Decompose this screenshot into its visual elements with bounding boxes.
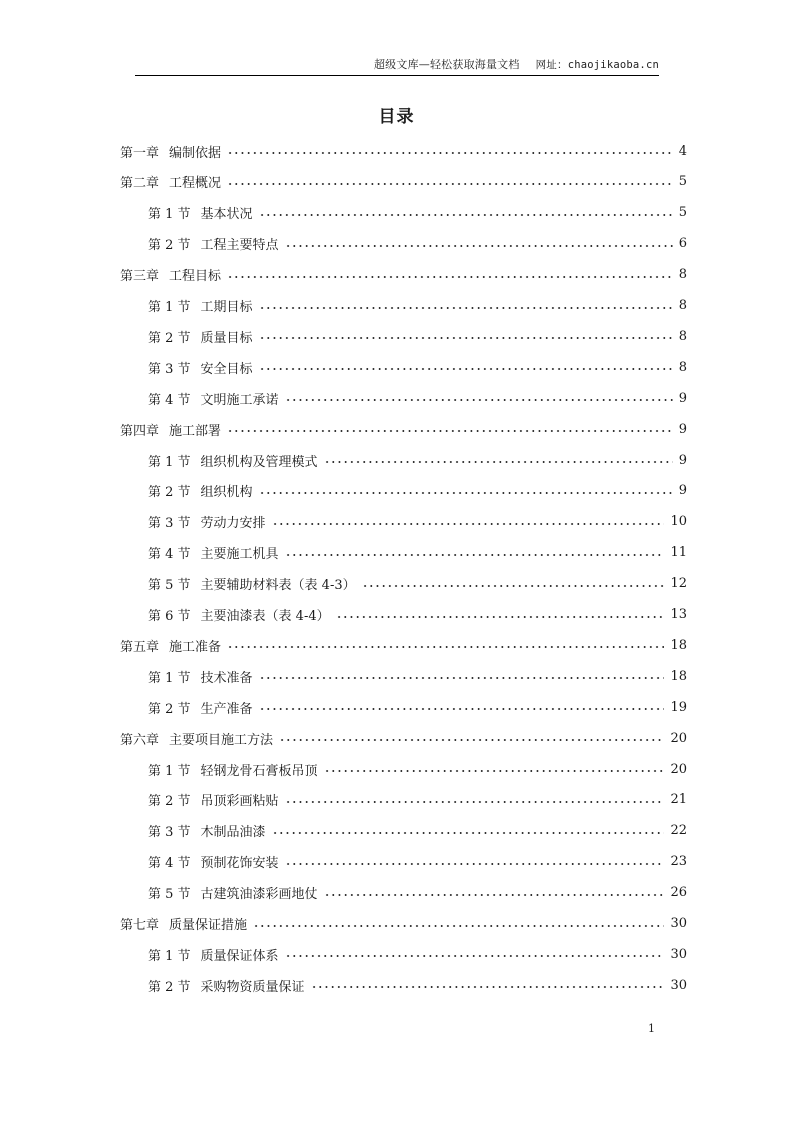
toc-dot-leader (259, 210, 673, 220)
toc-entry-page: 30 (670, 916, 687, 931)
toc-entry-title: 编制依据 (169, 145, 222, 161)
toc-entry-page: 11 (670, 545, 687, 561)
toc-entry-label (120, 914, 247, 933)
toc-entry-page: 18 (670, 668, 687, 684)
toc-entry-label (148, 852, 279, 871)
toc-section-entry[interactable] (148, 882, 687, 904)
toc-section-entry[interactable] (148, 480, 687, 502)
toc-entry-page: 10 (670, 514, 687, 530)
toc-dot-leader (324, 890, 665, 900)
toc-entry-page: 19 (670, 699, 687, 715)
toc-dot-leader (324, 457, 673, 467)
toc-entry-page: 20 (670, 730, 687, 746)
toc-entry-label (148, 945, 279, 964)
toc-entry-title: 木制品油漆 (200, 825, 266, 841)
header-rule (135, 75, 659, 76)
toc-dot-leader (259, 333, 673, 343)
toc-entry-page: 26 (670, 885, 687, 901)
toc-section-entry[interactable] (148, 820, 687, 842)
toc-dot-leader (285, 395, 673, 405)
page-title: 目录 (378, 107, 415, 127)
toc-entry-label (148, 605, 330, 624)
toc-entry-number: 第 3 节 (148, 516, 191, 532)
toc-entry-number: 第 2 节 (148, 485, 191, 501)
toc-entry-title: 技术准备 (200, 670, 253, 686)
toc-entry-page: 8 (678, 328, 687, 344)
toc-dot-leader (272, 519, 665, 529)
toc-entry-label (148, 574, 356, 593)
toc-dot-leader (285, 797, 665, 807)
toc-dot-leader (279, 735, 664, 745)
toc-entry-page: 20 (670, 761, 687, 777)
toc-dot-leader (259, 488, 673, 498)
toc-entry-label (148, 296, 253, 315)
toc-dot-leader (227, 272, 673, 282)
toc-entry-number: 第 3 节 (148, 825, 191, 841)
toc-entry-number: 第 2 节 (148, 794, 191, 810)
toc-section-entry[interactable] (148, 604, 687, 626)
toc-section-entry[interactable] (148, 758, 687, 780)
toc-section-entry[interactable] (148, 295, 687, 317)
toc-entry-title: 质量保证措施 (169, 918, 248, 933)
toc-dot-leader (285, 951, 665, 961)
toc-entry-label (148, 790, 279, 809)
toc-entry-title: 轻钢龙骨石膏板吊顶 (200, 763, 318, 779)
toc-section-entry[interactable] (148, 542, 687, 564)
toc-section-entry[interactable] (148, 511, 687, 533)
toc-section-entry[interactable] (148, 851, 687, 873)
toc-entry-label (148, 512, 266, 531)
toc-entry-title: 组织机构及管理模式 (200, 454, 318, 470)
toc-entry-title: 基本状况 (200, 207, 253, 223)
toc-entry-number: 第 4 节 (148, 856, 191, 872)
toc-dot-leader (259, 704, 665, 714)
toc-entry-title: 施工部署 (169, 423, 222, 439)
toc-chapter-entry[interactable] (120, 727, 687, 749)
toc-dot-leader (253, 921, 664, 931)
toc-entry-number: 第 1 节 (148, 763, 191, 779)
toc-chapter-entry[interactable] (120, 140, 687, 162)
toc-entry-label (148, 821, 266, 840)
toc-entry-page: 21 (670, 792, 687, 808)
toc-entry-number: 第 2 节 (148, 701, 191, 717)
toc-entry-number: 第 2 节 (148, 238, 191, 254)
toc-entry-number: 第 2 节 (148, 330, 191, 346)
toc-entry-page: 9 (678, 452, 687, 468)
toc-entry-label (120, 265, 221, 284)
toc-dot-leader (227, 426, 673, 436)
toc-entry-page: 18 (670, 637, 687, 653)
toc-entry-title: 生产准备 (200, 701, 253, 717)
toc-entry-number: 第 5 节 (148, 887, 191, 903)
toc-entry-label (120, 172, 221, 191)
toc-chapter-entry[interactable] (120, 913, 687, 935)
toc-section-entry[interactable] (148, 573, 687, 595)
toc-dot-leader (285, 550, 665, 560)
toc-entry-number: 第六章 (120, 732, 160, 748)
toc-entry-title: 质量目标 (200, 330, 253, 346)
header-site-url: 网址：chaojikaoba.cn (535, 59, 659, 71)
toc-entry-label (148, 451, 318, 470)
toc-entry-number: 第 1 节 (148, 670, 191, 686)
toc-entry-number: 第 4 节 (148, 547, 191, 563)
toc-chapter-entry[interactable] (120, 634, 687, 656)
toc-entry-page: 22 (670, 823, 687, 839)
toc-entry-label (148, 358, 253, 377)
toc-entry-page: 6 (678, 236, 687, 252)
toc-entry-title: 工期目标 (200, 300, 253, 315)
toc-entry-label (120, 142, 221, 161)
toc-chapter-entry[interactable] (120, 171, 687, 193)
toc-entry-title: 组织机构 (200, 485, 253, 501)
toc-entry-page: 13 (670, 607, 687, 622)
toc-entry-label (148, 976, 305, 995)
toc-entry-number: 第 1 节 (148, 207, 191, 223)
toc-entry-page: 23 (670, 854, 687, 870)
toc-entry-title: 吊顶彩画粘贴 (200, 794, 279, 810)
toc-entry-label (148, 883, 318, 902)
toc-entry-page: 5 (678, 205, 687, 221)
toc-section-entry[interactable] (148, 665, 687, 687)
toc-entry-number: 第 1 节 (148, 948, 191, 964)
toc-entry-page: 30 (670, 946, 687, 962)
toc-entry-title: 预制花饰安装 (200, 856, 279, 872)
toc-dot-leader (362, 581, 665, 591)
toc-entry-label (148, 543, 279, 562)
toc-entry-page: 8 (678, 359, 687, 375)
toc-entry-number: 第四章 (120, 423, 160, 439)
toc-section-entry[interactable] (148, 974, 687, 996)
toc-entry-number: 第 3 节 (148, 361, 191, 377)
toc-section-entry[interactable] (148, 696, 687, 718)
toc-dot-leader (285, 859, 665, 869)
toc-entry-page: 9 (678, 390, 687, 406)
toc-section-entry[interactable] (148, 943, 687, 965)
toc-section-entry[interactable] (148, 356, 687, 378)
toc-entry-label (148, 327, 253, 346)
toc-chapter-entry[interactable] (120, 418, 687, 440)
toc-section-entry[interactable] (148, 325, 687, 347)
toc-entry-title: 主要油漆表（表 4-4） (200, 609, 330, 624)
toc-entry-title: 安全目标 (200, 361, 253, 377)
toc-entry-number: 第 6 节 (148, 609, 191, 624)
toc-entry-number: 第一章 (120, 145, 160, 161)
toc-entry-number: 第七章 (120, 918, 160, 933)
page-number: 1 (648, 1022, 655, 1035)
toc-entry-label (148, 667, 253, 686)
toc-entry-title: 工程主要特点 (200, 238, 279, 254)
toc-entry-number: 第五章 (120, 639, 160, 655)
toc-entry-title: 主要施工机具 (200, 547, 279, 563)
toc-dot-leader (227, 148, 673, 158)
toc-entry-label (148, 481, 253, 500)
toc-entry-label (148, 698, 253, 717)
toc-entry-page: 8 (678, 267, 687, 283)
toc-entry-title: 劳动力安排 (200, 516, 266, 532)
toc-entry-page: 30 (670, 977, 687, 993)
toc-entry-label (148, 389, 279, 408)
toc-entry-number: 第 1 节 (148, 300, 191, 315)
toc-entry-number: 第 2 节 (148, 979, 191, 995)
toc-entry-number: 第二章 (120, 176, 160, 192)
toc-entry-title: 主要项目施工方法 (169, 732, 274, 748)
toc-entry-label (120, 420, 221, 439)
toc-dot-leader (259, 364, 673, 374)
toc-entry-title: 文明施工承诺 (200, 392, 279, 408)
toc-section-entry[interactable] (148, 233, 687, 255)
toc-entry-title: 质量保证体系 (200, 948, 279, 964)
toc-entry-label (148, 234, 279, 253)
toc-entry-number: 第 1 节 (148, 454, 191, 470)
toc-section-entry[interactable] (148, 387, 687, 409)
toc-entry-title: 古建筑油漆彩画地仗 (200, 887, 318, 903)
page-header (135, 56, 659, 74)
toc-entry-title: 采购物资质量保证 (200, 979, 305, 995)
toc-entry-title: 主要辅助材料表（表 4-3） (200, 578, 356, 594)
toc-entry-page: 4 (678, 143, 687, 159)
toc-dot-leader (336, 612, 665, 622)
toc-entry-page: 5 (678, 174, 687, 190)
toc-dot-leader (227, 179, 673, 189)
toc-dot-leader (259, 303, 673, 313)
toc-entry-page: 9 (678, 421, 687, 437)
toc-entry-number: 第 5 节 (148, 578, 191, 594)
toc-entry-label (120, 636, 221, 655)
toc-entry-number: 第 4 节 (148, 392, 191, 408)
toc-dot-leader (227, 642, 664, 652)
toc-dot-leader (311, 982, 665, 992)
toc-dot-leader (285, 241, 673, 251)
toc-section-entry[interactable] (148, 449, 687, 471)
toc-entry-title: 施工准备 (169, 639, 222, 655)
toc-section-entry[interactable] (148, 202, 687, 224)
toc-dot-leader (259, 673, 665, 683)
toc-entry-label (148, 760, 318, 779)
header-site-name: 超级文库—轻松获取海量文档 (373, 58, 520, 71)
toc-dot-leader (272, 828, 665, 838)
toc-section-entry[interactable] (148, 789, 687, 811)
toc-entry-page: 12 (670, 576, 687, 592)
toc-entry-label (148, 203, 253, 222)
toc-entry-title: 工程目标 (169, 269, 222, 285)
toc-entry-label (120, 729, 273, 748)
toc-dot-leader (324, 766, 665, 776)
toc-chapter-entry[interactable] (120, 264, 687, 286)
toc-entry-title: 工程概况 (169, 176, 222, 192)
toc-entry-page: 9 (678, 483, 687, 499)
toc-entry-number: 第三章 (120, 269, 160, 285)
toc-entry-page: 8 (678, 298, 687, 313)
